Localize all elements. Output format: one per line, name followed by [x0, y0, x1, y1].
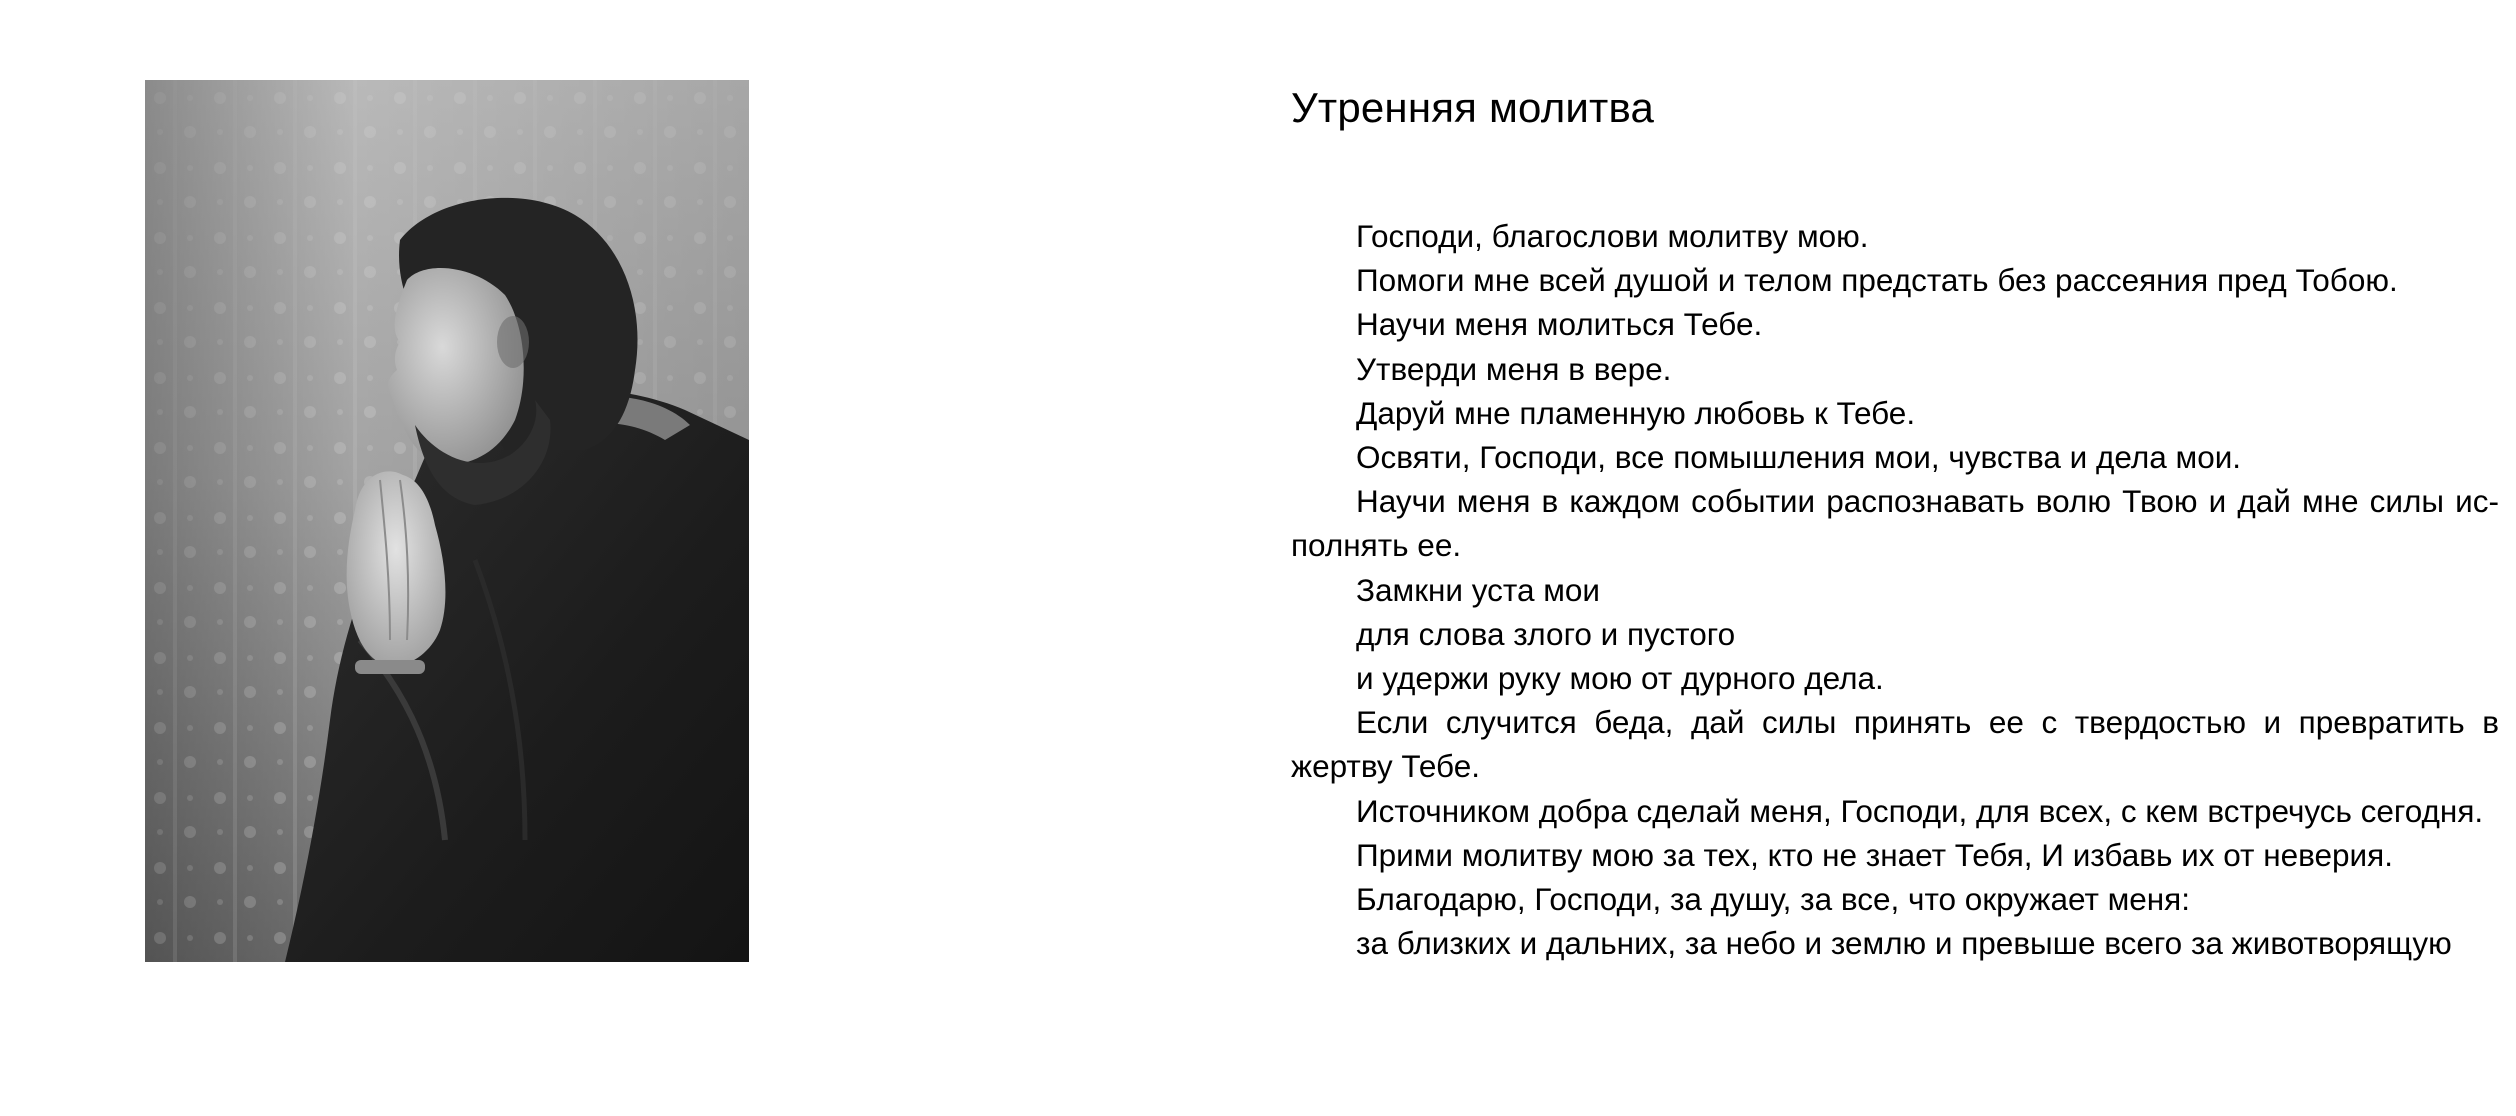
prayer-line: Даруй мне пламенную любовь к Тебе. [1356, 394, 1916, 431]
prayer-line: Прими молитву мою за тех, кто не знает Тебя, И избавь их от неверия. [1356, 836, 2393, 873]
prayer-line: Источником добра сделай меня, Господи, для всех, с кем встречусь сегодня. [1356, 792, 2484, 829]
photo-illustration [145, 80, 749, 962]
prayer-line: Освяти, Господи, все помышления мои, чувства и дела мои. [1356, 439, 2242, 476]
prayer-line: Утверди меня в вере. [1356, 350, 1672, 387]
prayer-line: Благодарю, Господи, за душу, за все, что окружает меня: [1356, 881, 2190, 918]
prayer-line: Научи меня в каждом событии распознавать волю Твою и дай мне силы исполнять ее. [1291, 483, 2499, 564]
prayer-line: Замкни уста мои [1356, 571, 1600, 608]
prayer-line: за близких и дальних, за небо и землю и превыше всего за животворящую [1356, 925, 2452, 962]
prayer-line: Научи меня молиться Тебе. [1356, 306, 1763, 343]
prayer-line: для слова злого и пустого [1356, 615, 1736, 652]
prayer-line: Если случится беда, дай силы принять ее с твердостью и превратить в жертву Тебе. [1291, 704, 2499, 785]
prayer-text [1291, 214, 2499, 965]
text-page [1291, 80, 2499, 965]
praying-man-photo [145, 80, 749, 962]
page-title: Утренняя молитва [1291, 84, 1655, 131]
prayer-line: Господи, благослови молитву мою. [1356, 218, 1869, 254]
prayer-line: и удержи руку мою от дурного дела. [1356, 660, 1884, 697]
prayer-line: Помоги мне всей душой и телом предстать без рассеяния пред Тобою. [1356, 262, 2398, 299]
